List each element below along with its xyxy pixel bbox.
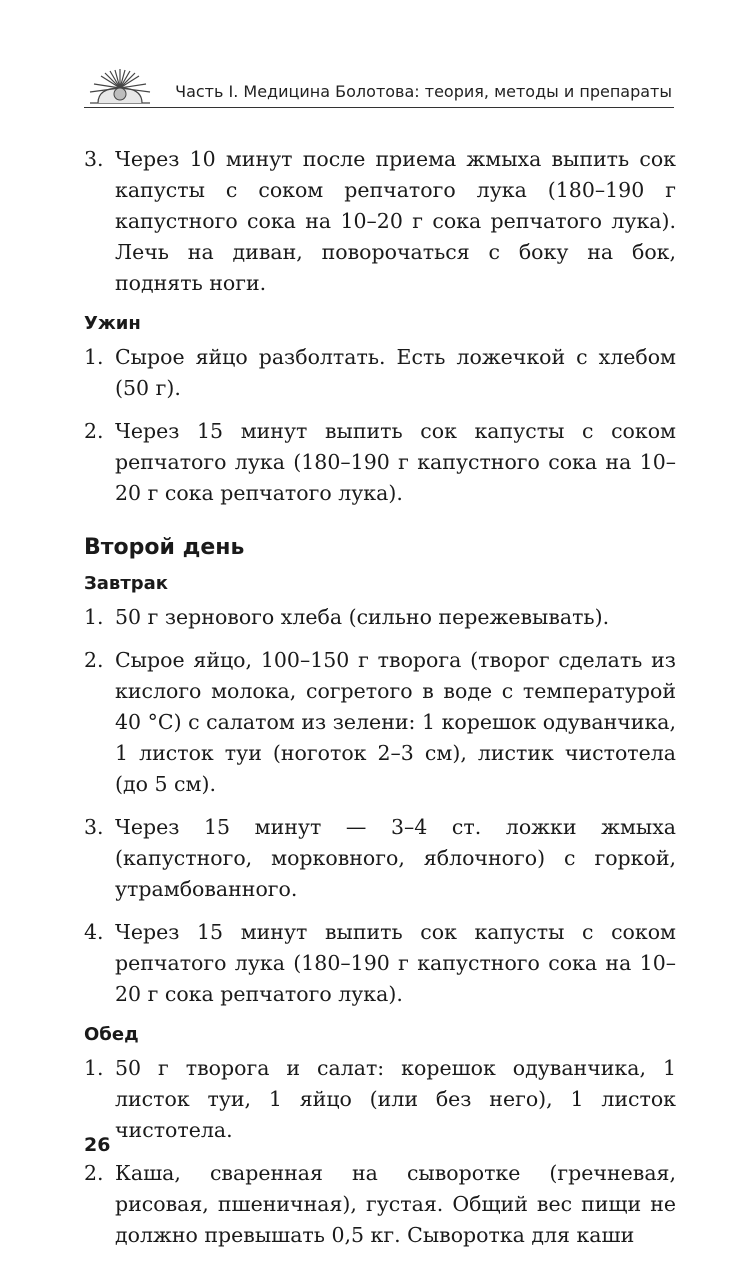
- list-item: [84, 645, 676, 800]
- item-number: 1.: [84, 605, 104, 629]
- list-item: [84, 342, 676, 404]
- list-item: [84, 917, 676, 1010]
- item-text: Через 15 минут выпить сок капусты с соком репчатого лука (180–190 г капустного сока на 10–20 г сока репчатого лука).: [115, 419, 676, 505]
- list-item: [84, 602, 676, 633]
- item-text: 50 г творога и салат: корешок одуванчика, 1 листок туи, 1 яйцо (или без него), 1 листок чистотела.: [115, 1056, 676, 1142]
- item-text: 50 г зернового хлеба (сильно пережевывать).: [115, 605, 610, 629]
- running-header: [84, 66, 674, 106]
- item-number: 1.: [84, 345, 104, 369]
- meal-heading-breakfast: Завтрак: [84, 573, 169, 594]
- page-number: 26: [84, 1134, 111, 1156]
- item-text: Через 15 минут выпить сок капусты с соком репчатого лука (180–190 г капустного сока на 10–20 г сока репчатого лука).: [115, 920, 676, 1006]
- continued-list: [84, 144, 676, 299]
- item-text: Через 10 минут после приема жмыха выпить сок капусты с соком репчатого лука (180–190 г капустного сока на 10–20 г сока репчатого лука). Лечь на диван, поворочаться с боку на бок, поднять ноги.: [115, 147, 676, 295]
- item-text: Через 15 минут — 3–4 ст. ложки жмыха (капустного, морковного, яблочного) с горкой, утрамбованного.: [115, 815, 676, 901]
- item-number: 3.: [84, 147, 104, 171]
- page-content: [84, 144, 676, 1263]
- item-number: 1.: [84, 1056, 104, 1080]
- item-number: 2.: [84, 1161, 104, 1185]
- item-text: Сырое яйцо, 100–150 г творога (творог сделать из кислого молока, согретого в воде с температурой 40 °С) с салатом из зелени: 1 корешок одуванчика, 1 листок туи (ноготок 2–3 см), листик чистотела (до 5 см).: [115, 648, 676, 796]
- list-item: [84, 1158, 676, 1251]
- lunch-list: [84, 1053, 676, 1251]
- dinner-list: [84, 342, 676, 509]
- day-heading: Второй день: [84, 535, 245, 560]
- list-item: [84, 812, 676, 905]
- header-rule: [84, 107, 674, 108]
- meal-heading-dinner: Ужин: [84, 313, 141, 334]
- breakfast-list: [84, 602, 676, 1010]
- item-number: 2.: [84, 419, 104, 443]
- list-item: [84, 1053, 676, 1146]
- item-text: Каша, сваренная на сыворотке (гречневая, рисовая, пшеничная), густая. Общий вес пищи не должно превышать 0,5 кг. Сыворотка для каши: [115, 1161, 676, 1247]
- item-number: 2.: [84, 648, 104, 672]
- item-number: 4.: [84, 920, 104, 944]
- sunflower-logo-icon: [84, 66, 156, 104]
- item-text: Сырое яйцо разболтать. Есть ложечкой с хлебом (50 г).: [115, 345, 676, 400]
- item-number: 3.: [84, 815, 104, 839]
- list-item: [84, 416, 676, 509]
- running-header-title: Часть I. Медицина Болотова: теория, методы и препараты: [175, 82, 672, 101]
- list-item: [84, 144, 676, 299]
- meal-heading-lunch: Обед: [84, 1024, 139, 1045]
